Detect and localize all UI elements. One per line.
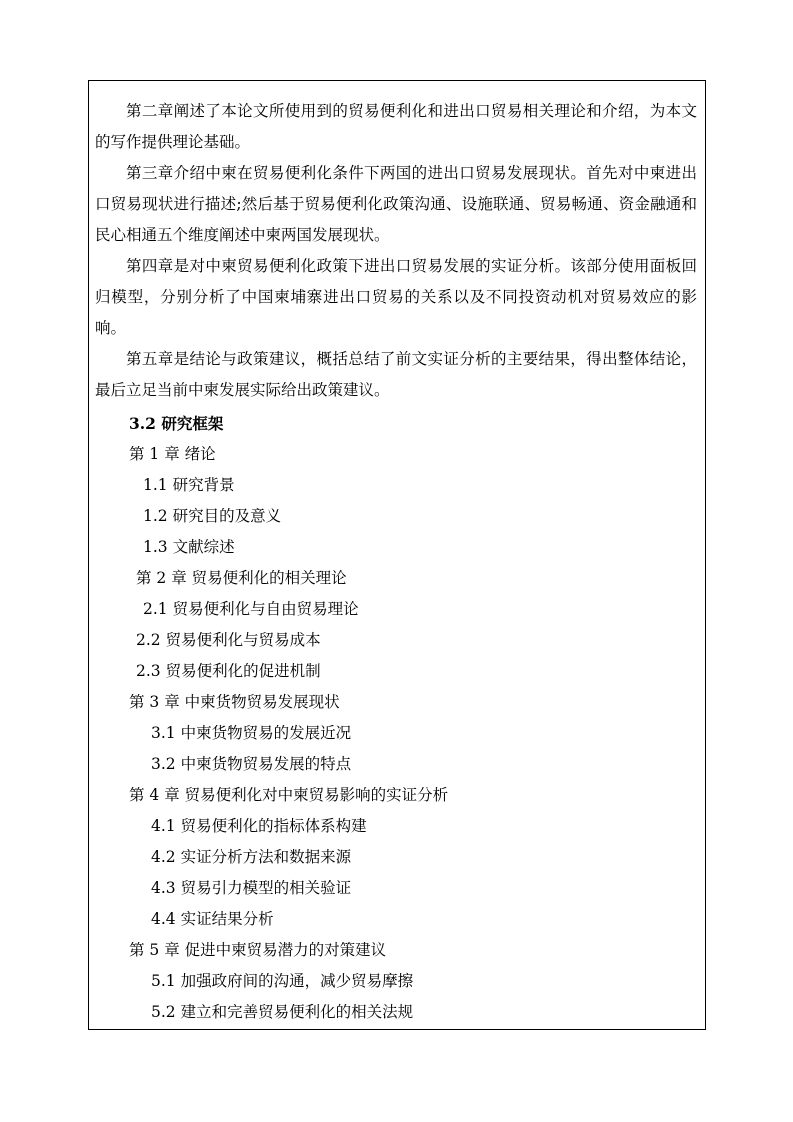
toc-item-2-1: 2.1 贸易便利化与自由贸易理论 bbox=[143, 600, 359, 618]
toc-item-2-2: 2.2 贸易便利化与贸易成本 bbox=[136, 631, 321, 649]
toc-item-4-1: 4.1 贸易便利化的指标体系构建 bbox=[151, 817, 367, 835]
toc-item-2-3: 2.3 贸易便利化的促进机制 bbox=[136, 662, 321, 680]
toc-item-1-3: 1.3 文献综述 bbox=[143, 538, 235, 556]
content-frame bbox=[88, 80, 706, 1030]
toc-chapter-4: 第 4 章 贸易便利化对中柬贸易影响的实证分析 bbox=[129, 786, 449, 804]
section-heading: 3.2 研究框架 bbox=[129, 414, 224, 433]
toc-chapter-3: 第 3 章 中柬货物贸易发展现状 bbox=[129, 693, 340, 711]
toc-chapter-1: 第 1 章 绪论 bbox=[129, 445, 216, 463]
toc-item-1-1: 1.1 研究背景 bbox=[143, 476, 235, 494]
paragraph-chapter-3: 第三章介绍中柬在贸易便利化条件下两国的进出口贸易发展现状。首先对中柬进出口贸易现状进行描述;然后基于贸易便利化政策沟通、设施联通、贸易畅通、资金融通和民心相通五个维度阐述中柬两国发展现状。 bbox=[95, 164, 697, 244]
toc-item-4-2: 4.2 实证分析方法和数据来源 bbox=[151, 848, 352, 866]
toc-item-4-4: 4.4 实证结果分析 bbox=[151, 910, 274, 928]
toc-item-4-3: 4.3 贸易引力模型的相关验证 bbox=[151, 879, 352, 897]
paragraph-chapter-4: 第四章是对中柬贸易便利化政策下进出口贸易发展的实证分析。该部分使用面板回归模型，分别分析了中国柬埔寨进出口贸易的关系以及不同投资动机对贸易效应的影响。 bbox=[95, 257, 697, 337]
toc-item-3-1: 3.1 中柬货物贸易的发展近况 bbox=[151, 724, 352, 742]
toc-chapter-2: 第 2 章 贸易便利化的相关理论 bbox=[136, 569, 347, 587]
toc-chapter-5: 第 5 章 促进中柬贸易潜力的对策建议 bbox=[129, 941, 387, 959]
toc-item-1-2: 1.2 研究目的及意义 bbox=[143, 507, 282, 525]
toc-item-5-1: 5.1 加强政府间的沟通，减少贸易摩擦 bbox=[151, 972, 414, 990]
toc-item-3-2: 3.2 中柬货物贸易发展的特点 bbox=[151, 755, 352, 773]
paragraph-chapter-2: 第二章阐述了本论文所使用到的贸易便利化和进出口贸易相关理论和介绍，为本文的写作提供理论基础。 bbox=[95, 102, 697, 151]
toc-item-5-2: 5.2 建立和完善贸易便利化的相关法规 bbox=[151, 1003, 414, 1021]
paragraph-chapter-5: 第五章是结论与政策建议，概括总结了前文实证分析的主要结果，得出整体结论，最后立足当前中柬发展实际给出政策建议。 bbox=[95, 350, 697, 399]
